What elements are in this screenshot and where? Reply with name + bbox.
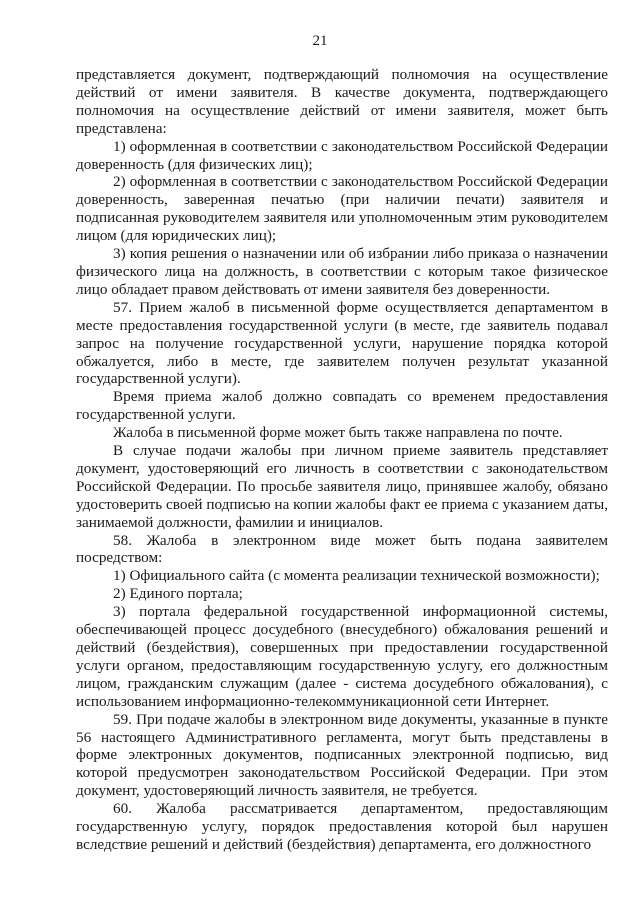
paragraph-58-item-2: 2) Единого портала; (113, 585, 243, 603)
paragraph-continuation: представляется документ, подтверждающий полномочия на осуществление действий от имени заявителя. В качестве документа, подтверждающего полномочия на осуществление действий от имени заявителя, может быть представлена: (76, 66, 608, 137)
paragraph-item-2-legal-entities: 2) оформленная в соответствии с законодательством Российской Федерации доверенность, заверенная печатью (при наличии печати) заявителя и подписанная руководителем заявителя или уполномоченным этим руководителем лицом (для юридических лиц); (76, 173, 608, 245)
paragraph-item-3-appointment-copy: 3) копия решения о назначении или об избрании либо приказа о назначении физического лица на должность, в соответствии с которым такое физическое лицо обладает правом действовать от имени заявителя без доверенности. (76, 245, 608, 298)
paragraph-58-item-3: 3) портала федеральной государственной информационной системы, обеспечивающей процесс досудебного (внесудебного) обжалования решений и действий (бездействия), совершенных при предоставлении государственной услуги органом, предоставляющим государственную услугу, его должностным лицом, гражданским служащим (далее - система досудебного обжалования), с использованием информационно-телекоммуникационной сети Интернет. (76, 603, 608, 710)
paragraph-58: 58. Жалоба в электронном виде может быть подана заявителем посредством: (76, 531, 608, 567)
paragraph-58-item-1: 1) Официального сайта (с момента реализации технической возможности); (113, 567, 600, 585)
paragraph-reception-time: Время приема жалоб должно совпадать со временем предоставления государственной услуги. (76, 388, 608, 424)
paragraph-59: 59. При подаче жалобы в электронном виде документы, указанные в пункте 56 настоящего Административного регламента, могут быть представлены в форме электронных документов, подписанных электронной подписью, вид которой предусмотрен законодательством Российской Федерации. При этом документ, удостоверяющий личность заявителя, не требуется. (76, 710, 608, 800)
page-number: 21 (312, 33, 328, 49)
paragraph-57: 57. Прием жалоб в письменной форме осуществляется департаментом в месте предоставления государственной услуги (в месте, где заявитель подавал запрос на получение государственной услуги, нарушение порядка которой обжалуется, либо в месте, где заявителем получен результат указанной государственной услуги). (76, 298, 608, 388)
paragraph-60: 60. Жалоба рассматривается департаментом, предоставляющим государственную услугу, порядок предоставления которой был нарушен вследствие решений и действий (бездействия) департамента, его должностного (76, 800, 608, 853)
paragraph-personal-reception: В случае подачи жалобы при личном приеме заявитель представляет документ, удостоверяющий его личность в соответствии с законодательством Российской Федерации. По просьбе заявителя лицо, принявшее жалобу, обязано удостоверить своей подписью на копии жалобы факт ее приема с указанием даты, занимаемой должности, фамилии и инициалов. (76, 442, 608, 531)
paragraph-postal-complaint: Жалоба в письменной форме может быть также направлена по почте. (113, 424, 563, 442)
document-body (76, 66, 608, 854)
paragraph-item-1-individuals: 1) оформленная в соответствии с законодательством Российской Федерации доверенность (для физических лиц); (76, 137, 608, 173)
